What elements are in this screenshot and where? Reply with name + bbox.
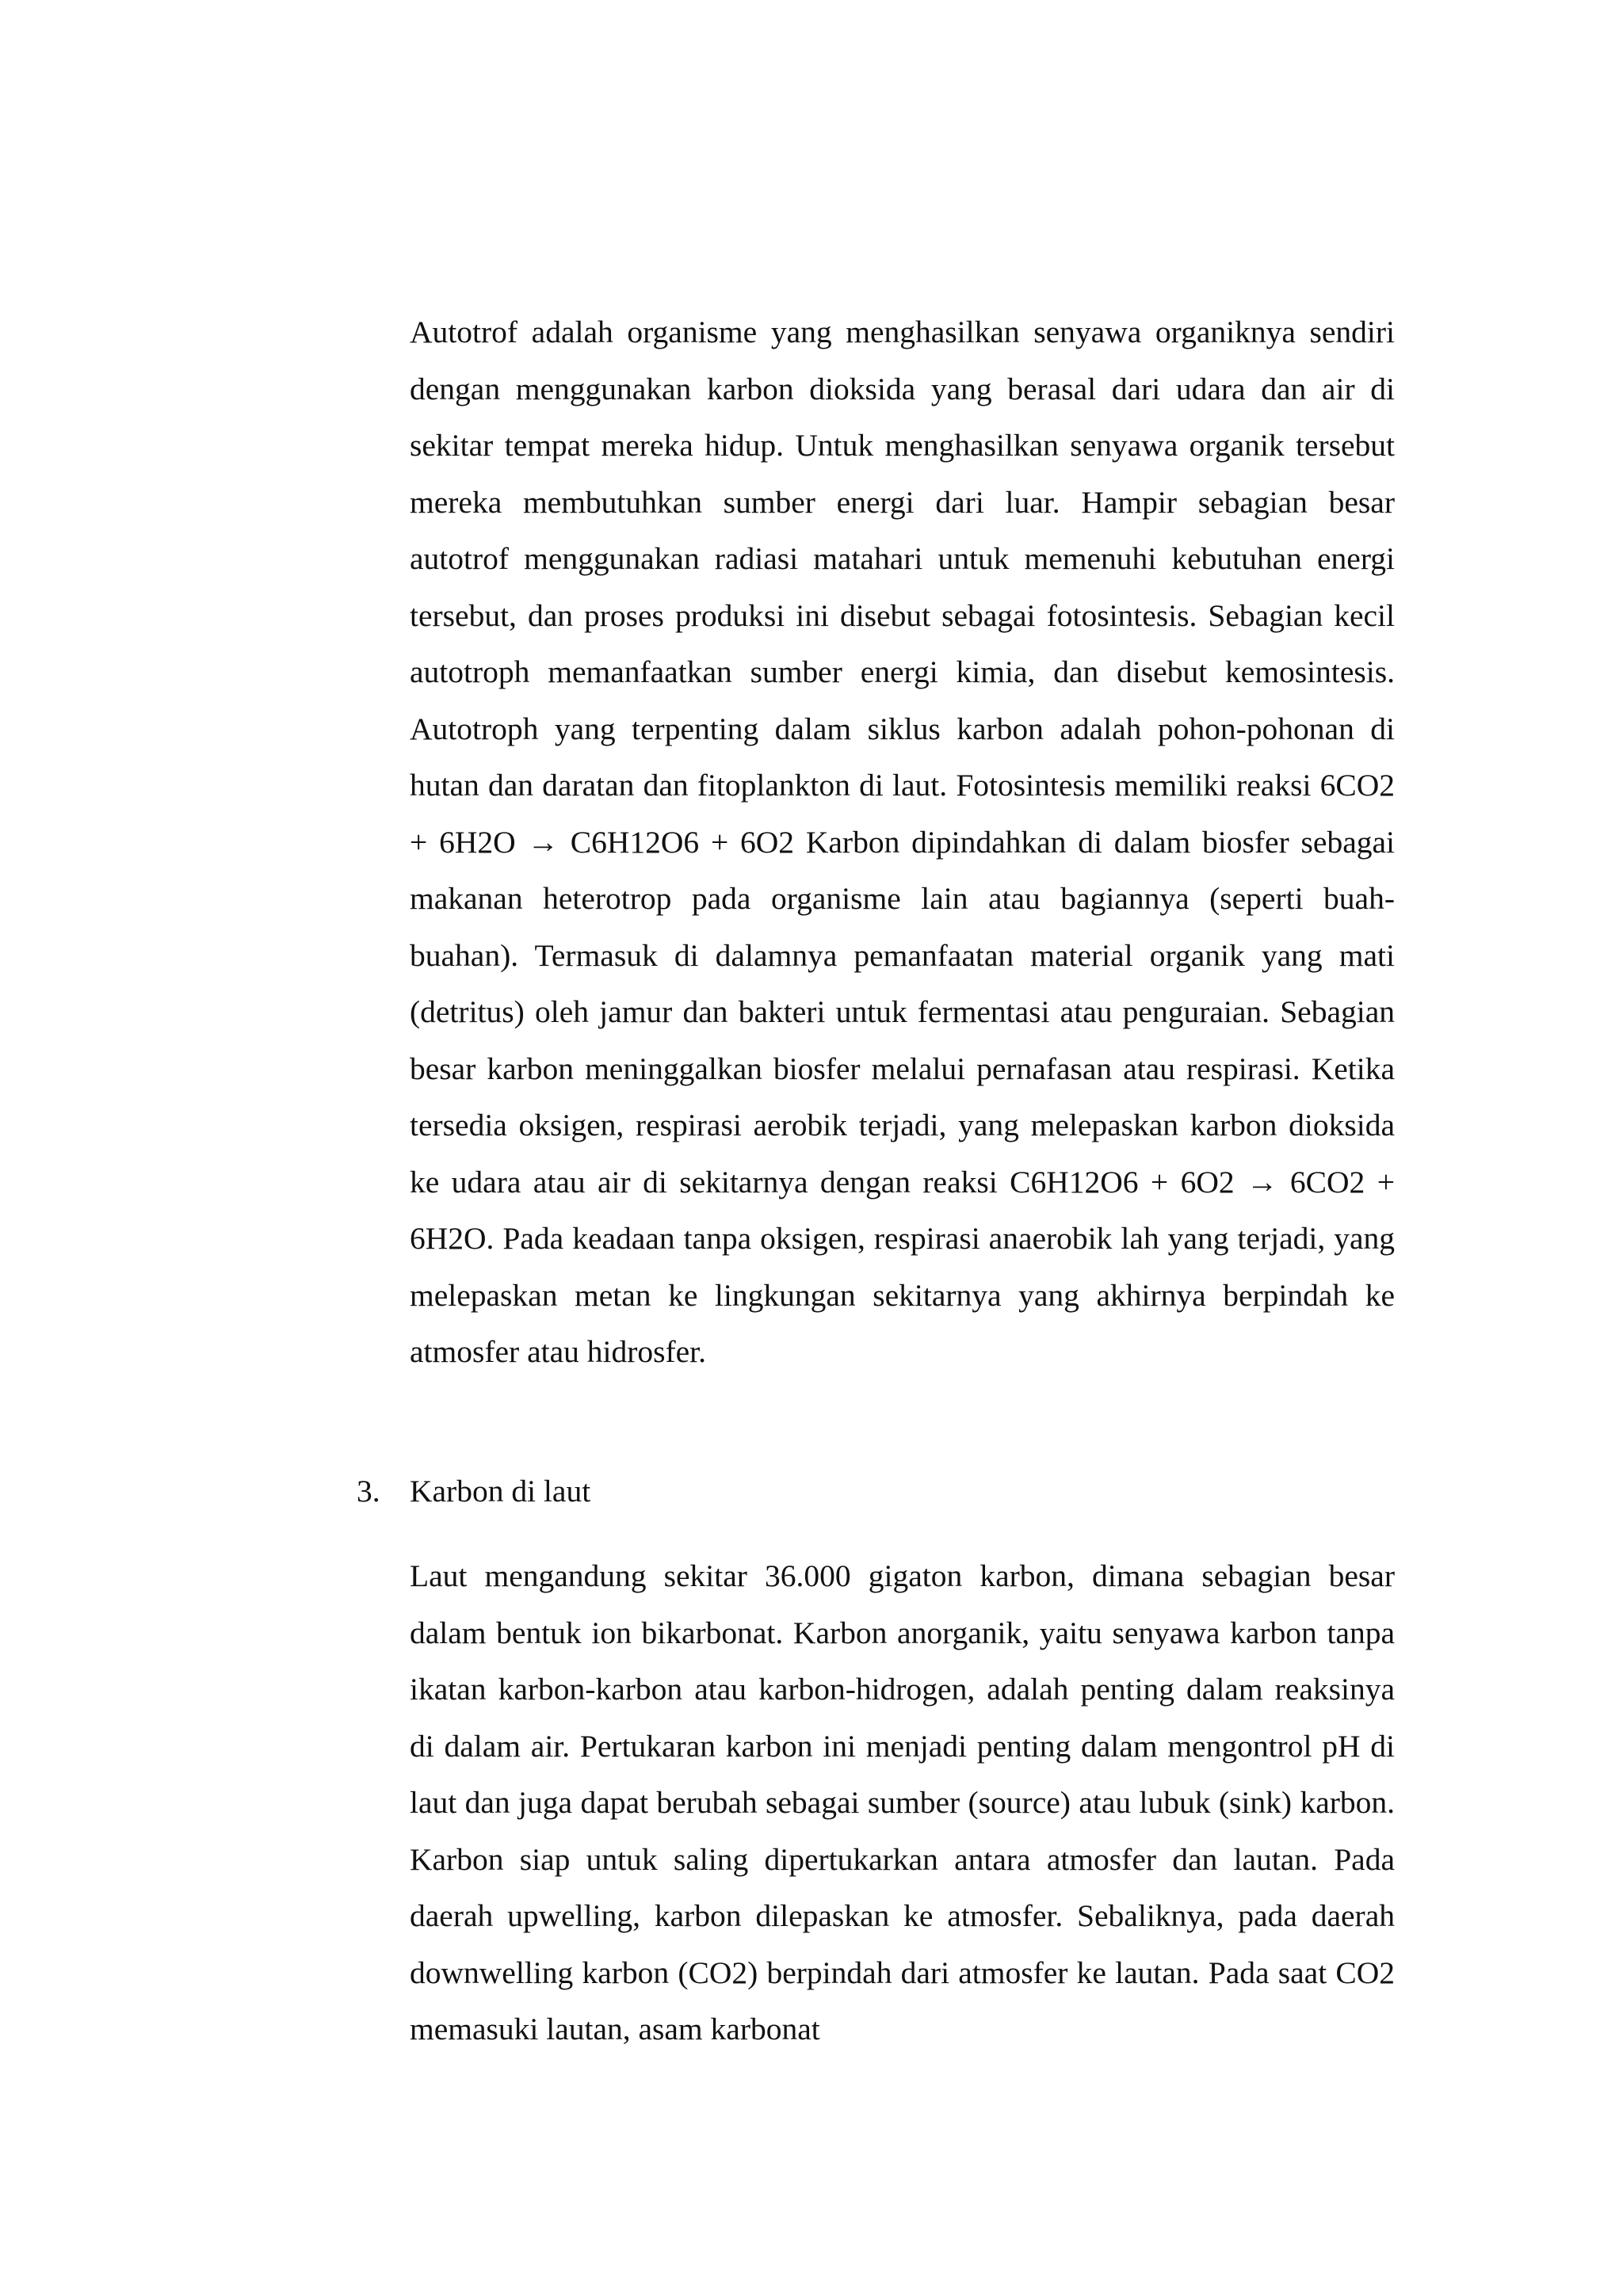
paragraph-autotrof: Autotrof adalah organisme yang menghasilkan senyawa organiknya sendiri dengan menggunakan karbon dioksida yang berasal dari udara dan air di sekitar tempat mereka hidup. Untuk menghasilkan senyawa organik tersebut mereka membutuhkan sumber energi dari luar. Hampir sebagian besar autotrof menggunakan radiasi matahari untuk memenuhi kebutuhan energi tersebut, dan proses produksi ini disebut sebagai fotosintesis. Sebagian kecil autotroph memanfaatkan sumber energi kimia, dan disebut kemosintesis. Autotroph yang terpenting dalam siklus karbon adalah pohon-pohonan di hutan dan daratan dan fitoplankton di laut. Fotosintesis memiliki reaksi 6CO2 + 6H2O → C6H12O6 + 6O2 Karbon dipindahkan di dalam biosfer sebagai makanan heterotrop pada organisme lain atau bagiannya (seperti buah-buahan). Termasuk di dalamnya pemanfaatan material organik yang mati (detritus) oleh jamur dan bakteri untuk fermentasi atau penguraian. Sebagian besar karbon meninggalkan biosfer melalui pernafasan atau respirasi. Ketika tersedia oksigen, respirasi aerobik terjadi, yang melepaskan karbon dioksida ke udara atau air di sekitarnya dengan reaksi C6H12O6 + 6O2 → 6CO2 + 6H2O. Pada keadaan tanpa oksigen, respirasi anaerobik lah yang terjadi, yang melepaskan metan ke lingkungan sekitarnya yang akhirnya berpindah ke atmosfer atau hidrosfer. xyxy=(410,315,1395,1369)
section-number: 3. xyxy=(357,1474,380,1508)
section-title: Karbon di laut xyxy=(410,1474,591,1508)
section-heading xyxy=(357,1463,590,1520)
paragraph-karbon-laut: Laut mengandung sekitar 36.000 gigaton karbon, dimana sebagian besar dalam bentuk ion bikarbonat. Karbon anorganik, yaitu senyawa karbon tanpa ikatan karbon-karbon atau karbon-hidrogen, adalah penting dalam reaksinya di dalam air. Pertukaran karbon ini menjadi penting dalam mengontrol pH di laut dan juga dapat berubah sebagai sumber (source) atau lubuk (sink) karbon. Karbon siap untuk saling dipertukarkan antara atmosfer dan lautan. Pada daerah upwelling, karbon dilepaskan ke atmosfer. Sebaliknya, pada daerah downwelling karbon (CO2) berpindah dari atmosfer ke lautan. Pada saat CO2 memasuki lautan, asam karbonat xyxy=(410,1558,1395,2046)
